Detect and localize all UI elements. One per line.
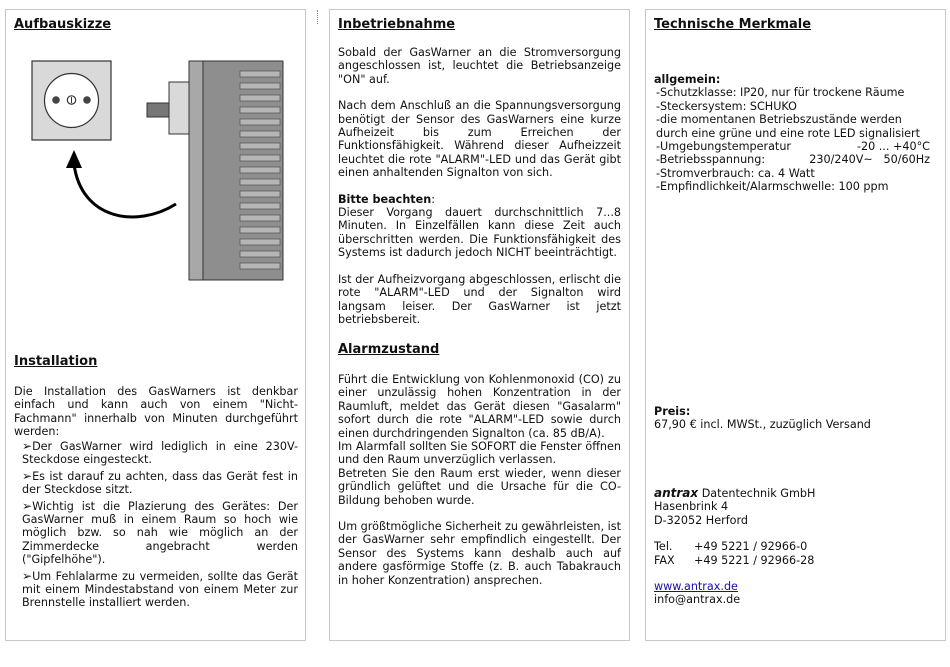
price-value: 67,90 € incl. MWSt., zuzüglich Versand — [654, 418, 871, 432]
dotted-marker — [317, 10, 320, 24]
email-address: info@antrax.de — [654, 593, 741, 607]
general-label: allgemein — [654, 73, 716, 86]
panel-aufbauskizze — [5, 9, 306, 641]
list-item: ➢Wichtig ist die Plazierung des Gerätes: Der GasWarner muß in einem Raum so hoch wie möglich bzw. so nah wie möglich an der Zimmerdecke angebracht werden ("Gipfelhöhe"). — [22, 498, 298, 567]
panel-technische-merkmale — [645, 9, 946, 641]
installation-heading: Installation — [14, 354, 98, 369]
company-suffix: Datentechnik GmbH — [698, 487, 816, 500]
device-sketch — [26, 54, 286, 284]
note-label: Bitte beachten — [338, 192, 432, 206]
installation-list — [22, 440, 298, 613]
gaswarner-device-icon — [147, 61, 283, 280]
paragraph-alarm-sensitivity: Um größtmögliche Sicherheit zu gewährleisten, ist der GasWarner sehr empfindlich eingestellt. Der Sensor des Systems kann deshalb auch auf andere gasförmige Stoffe (z. B. auch Tabakrauch in hoher Konzentration) ansprechen. — [338, 520, 621, 587]
check-arrow-icon: ➢ — [22, 439, 33, 453]
general-colon: : — [715, 73, 721, 86]
spec-voltage — [656, 153, 930, 166]
fax-label: FAX — [654, 553, 675, 567]
paragraph-alarm-action: Im Alarmfall sollten Sie SOFORT die Fenster öffnen und den Raum unverzüglich verlassen. — [338, 440, 621, 467]
paragraph-power-on: Sobald der GasWarner an die Stromversorgung angeschlossen ist, leuchtet die Betriebsanzeige "ON" auf. — [338, 46, 621, 86]
spec-sensitivity: -Empfindlichkeit/Alarmschwelle: 100 ppm — [656, 180, 889, 194]
check-arrow-icon: ➢ — [22, 468, 33, 483]
check-arrow-icon: ➢ — [22, 498, 33, 513]
curved-arrow-icon — [66, 150, 176, 217]
socket-icon — [32, 61, 111, 140]
voltage-label: -Betriebsspannung: — [656, 153, 766, 167]
note-text: Dieser Vorgang dauert durchschnittlich 7...8 Minuten. In Einzelfällen kann diese Zeit auch überschritten werden. Die Funktionsfähigkeit des Systems ist dadurch jedoch NICHT beeinträchtigt. — [338, 206, 621, 260]
temp-label: -Umgebungstemperatur — [656, 140, 792, 154]
price-label-line — [654, 405, 938, 418]
paragraph-ready: Ist der Aufheizvorgang abgeschlossen, erlischt die rote "ALARM"-LED und der Signalton wird langsam leiser. Der GasWarner ist jetzt betriebsbereit. — [338, 272, 621, 326]
company-street: Hasenbrink 4 — [654, 500, 729, 514]
company-name — [654, 487, 938, 500]
panel-inbetriebnahme — [329, 9, 630, 641]
tel-value: +49 5221 / 92966-0 — [694, 540, 808, 554]
paragraph-note — [338, 193, 621, 260]
spec-leds: -die momentanen Betriebszustände werden durch eine grüne und eine rote LED signalisiert — [656, 113, 921, 140]
spec-power: -Stromverbrauch: ca. 4 Watt — [656, 166, 815, 180]
spec-plug: -Steckersystem: SCHUKO — [656, 99, 797, 113]
fax-row — [654, 554, 938, 567]
voltage-value: 230/240V~ 50/60Hz — [809, 153, 930, 167]
tel-label: Tel. — [654, 540, 673, 554]
list-item: ➢Der GasWarner wird lediglich in eine 230V-Steckdose eingesteckt. — [22, 439, 298, 467]
specs-block — [654, 73, 930, 194]
inbetriebnahme-text — [338, 46, 621, 326]
inbetriebnahme-heading: Inbetriebnahme — [338, 17, 456, 32]
website-link[interactable]: www.antrax.de — [654, 580, 738, 594]
paragraph-alarm-reentry: Betreten Sie den Raum erst wieder, wenn dieser gründlich gelüftet und die Ursache für die CO-Bildung behoben wurde. — [338, 466, 621, 507]
specs-list — [654, 86, 930, 193]
paragraph-alarm-trigger: Führt die Entwicklung von Kohlenmonoxid (CO) zu einer unzulässig hohen Konzentration in der Raumluft, meldet das Gerät diesen "Gasalarm" sofort durch die rote "ALARM"-LED sowie durch einen durchdringenden Signalton (ca. 85 dB/A). — [338, 373, 621, 440]
price-label: Preis — [654, 405, 686, 418]
fax-value: +49 5221 / 92966-28 — [694, 553, 815, 567]
alarmzustand-heading: Alarmzustand — [338, 342, 440, 357]
company-block — [654, 487, 938, 607]
company-logo: antrax — [654, 486, 699, 500]
temp-value: -20 ... +40°C — [856, 140, 930, 154]
note-colon: : — [431, 192, 435, 206]
company-city: D-32052 Herford — [654, 513, 748, 527]
spec-protection: -Schutzklasse: IP20, nur für trockene Räume — [656, 86, 905, 100]
paragraph-warmup: Nach dem Anschluß an die Spannungsversorgung benötigt der Sensor des GasWarners eine kurze Aufheizeit bis zum Erreichen der Funktionsfähigkeit. Während dieser Aufheizzeit leuchtet die rote "ALARM"-LED und das Gerät gibt einen anhaltenden Signalton von sich. — [338, 99, 621, 180]
spec-temperature — [656, 140, 930, 153]
tel-row — [654, 540, 938, 553]
price-colon: : — [685, 405, 691, 418]
aufbauskizze-heading: Aufbauskizze — [14, 17, 112, 32]
cooling-fins — [240, 71, 280, 269]
list-item: ➢Es ist darauf zu achten, dass das Gerät fest in der Steckdose sitzt. — [22, 468, 298, 497]
price-block — [654, 405, 938, 432]
alarmzustand-text — [338, 373, 621, 587]
check-arrow-icon: ➢ — [22, 568, 33, 583]
general-label-line — [654, 73, 930, 86]
website-line — [654, 580, 938, 593]
list-item: ➢Um Fehlalarme zu vermeiden, sollte das Gerät mit einem Mindestabstand von einem Meter zur Brennstelle installiert werden. — [22, 568, 298, 610]
installation-intro: Die Installation des GasWarners ist denkbar einfach und kann auch von einem "Nicht-Fachmann" innerhalb von Minuten durchgeführt werden: — [14, 385, 298, 439]
technische-merkmale-heading: Technische Merkmale — [654, 17, 812, 32]
